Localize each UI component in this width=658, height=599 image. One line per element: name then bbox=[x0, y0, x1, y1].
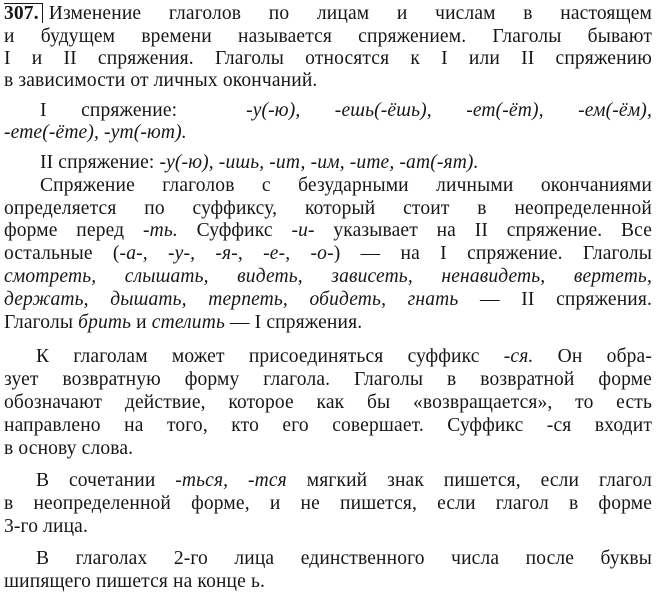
rule-line-3: I и II спряжения. Глаголы относятся к I или II спряжению bbox=[4, 48, 652, 69]
para-1-line-3: обозначают действие, которое как бы «возвращается», то есть bbox=[4, 392, 652, 413]
para-1-line-4: направлено на того, кто его совершает. Суффикс -ся входит bbox=[4, 415, 652, 436]
rule-line-14 bbox=[4, 312, 652, 334]
para-2-line-3: 3-го лица. bbox=[4, 516, 89, 537]
rule-line-9: определяется по суффиксу, который стоит в неопределенной bbox=[4, 198, 652, 219]
conjugation-2-endings: -у(-ю), -ишь, -ит, -им, -ите, -ат(-ят). bbox=[159, 152, 479, 173]
rule-line-10 bbox=[4, 220, 652, 242]
para-3-line-2: шипящего пишется на конце ь. bbox=[4, 571, 266, 592]
rule-line-4: в зависимости от личных окончаний. bbox=[4, 70, 318, 91]
exception-verb-stelit: стелить bbox=[151, 312, 225, 333]
suffix-t: -ть. bbox=[142, 220, 178, 241]
rule-text-10a: форме перед bbox=[4, 220, 125, 241]
conjugation-1-line bbox=[40, 100, 652, 122]
exception-verbs-2: держать, дышать, терпеть, обидеть, гнать bbox=[4, 289, 459, 310]
para-1-text-c: Он обра- bbox=[557, 346, 652, 367]
rule-text-10e: указывает на II спряжение. Все bbox=[333, 220, 653, 241]
para-2-text-c: мягкий знак пишется, если глагол bbox=[306, 470, 652, 491]
rule-text-14c: и bbox=[136, 312, 147, 333]
exception-verbs-1: смотреть, слышать, видеть, зависеть, ненавидеть, вертеть, bbox=[4, 266, 652, 287]
para-1-line-1 bbox=[36, 346, 652, 368]
conjugation-1-endings: -у(-ю), -ешь(-ёшь), -ет(-ёт), -ем(-ём), bbox=[246, 100, 652, 121]
para-2-line-2: в неопределенной форме, и не пишется, если глагол в форме bbox=[4, 493, 652, 514]
rule-line-8: Спряжение глаголов с безударными личными окончаниями bbox=[40, 175, 652, 196]
para-1-line-5: в основу слова. bbox=[4, 438, 134, 459]
suffix-i: -и- bbox=[291, 220, 315, 241]
rule-text-11a: остальные ( bbox=[4, 243, 120, 264]
rule-line-1 bbox=[4, 3, 652, 25]
suffix-tsya: -ться, -тся bbox=[175, 470, 287, 491]
exception-verb-brit: брить bbox=[78, 312, 132, 333]
rule-text-14a: Глаголы bbox=[4, 312, 74, 333]
conjugation-2-line bbox=[40, 152, 652, 174]
exercise-number: 307. bbox=[4, 3, 43, 23]
rule-line-12 bbox=[4, 266, 652, 288]
para-1-text-a: К глаголам может присоединяться суффикс bbox=[36, 346, 480, 367]
conjugation-1-label: I спряжение: bbox=[40, 100, 178, 121]
conjugation-1-endings-cont: -ете(-ёте), -ут(-ют). bbox=[4, 122, 187, 143]
rule-text-11c: ) — на I спряжение. Глаголы bbox=[333, 243, 652, 264]
rule-line-13 bbox=[4, 289, 652, 311]
conjugation-1-line-2 bbox=[4, 122, 652, 144]
rule-text-1: Изменение глаголов по лицам и числам в настоящем bbox=[48, 3, 652, 24]
rule-text-14e: — I спряжения. bbox=[230, 312, 363, 333]
para-3-line-1: В глаголах 2-го лица единственного числа после буквы bbox=[36, 548, 652, 569]
rule-text-10c: Суффикс bbox=[196, 220, 273, 241]
rule-line-2: и будущем времени называется спряжением. Глаголы бывают bbox=[4, 26, 652, 47]
suffix-list: -а-, -у-, -я-, -е-, -о- bbox=[119, 243, 334, 264]
rule-line-11 bbox=[4, 243, 652, 265]
conjugation-2-label: II спряжение: bbox=[40, 152, 155, 173]
rule-text-13b: — II спряжения. bbox=[480, 289, 653, 310]
suffix-sya: -ся. bbox=[503, 346, 534, 367]
para-1-line-2: зует возвратную форму глагола. Глаголы в возвратной форме bbox=[4, 369, 652, 390]
para-2-text-a: В сочетании bbox=[36, 470, 156, 491]
para-2-line-1 bbox=[36, 470, 652, 492]
